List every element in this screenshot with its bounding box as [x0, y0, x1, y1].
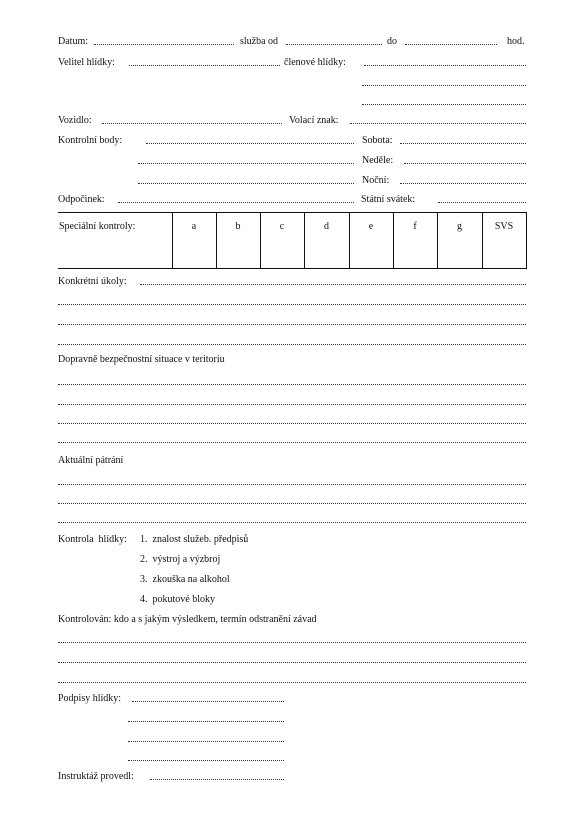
konkretni-ukoly-field-2[interactable]: [58, 304, 526, 305]
podpis-field-1[interactable]: [132, 701, 284, 702]
clenove-field-3[interactable]: [362, 104, 526, 105]
specialni-col-svs[interactable]: SVS: [482, 213, 526, 269]
specialni-col-a[interactable]: a: [172, 213, 216, 269]
patrani-field-3[interactable]: [58, 522, 526, 523]
sluzba-od-label: služba od: [240, 36, 279, 47]
kontrola-item-1: 1. znalost služeb. předpisů: [140, 534, 249, 545]
volaci-field[interactable]: [350, 123, 526, 124]
clenove-label: členové hlídky:: [284, 57, 346, 68]
specialni-col-c[interactable]: c: [260, 213, 304, 269]
kontrolni-body-label: Kontrolní body:: [58, 135, 123, 146]
podpis-field-4[interactable]: [128, 760, 284, 761]
kontrolovan-field-3[interactable]: [58, 682, 526, 683]
statni-svatek-label: Státní svátek:: [361, 194, 416, 205]
nedele-label: Neděle:: [362, 155, 394, 166]
datum-label: Datum:: [58, 36, 88, 47]
dopravne-field-2[interactable]: [58, 404, 526, 405]
statni-svatek-field[interactable]: [438, 202, 526, 203]
sobota-field[interactable]: [400, 143, 526, 144]
odpocinek-label: Odpočinek:: [58, 194, 105, 205]
konkretni-ukoly-label: Konkrétní úkoly:: [58, 276, 127, 287]
podpis-field-2[interactable]: [128, 721, 284, 722]
kontrolni-body-field-2[interactable]: [138, 163, 354, 164]
clenove-field-1[interactable]: [364, 65, 526, 66]
kontrolovan-field-1[interactable]: [58, 642, 526, 643]
sobota-label: Sobota:: [362, 135, 393, 146]
do-label: do: [387, 36, 397, 47]
kontrolni-body-field-3[interactable]: [138, 183, 354, 184]
kontrola-item-3: 3. zkouška na alkohol: [140, 574, 230, 585]
patrani-field-2[interactable]: [58, 503, 526, 504]
konkretni-ukoly-field-3[interactable]: [58, 324, 526, 325]
specialni-kontroly-table: [58, 212, 527, 269]
kontrolovan-label: Kontrolován: kdo a s jakým výsledkem, termín odstranění závad: [58, 614, 317, 625]
specialni-col-g[interactable]: g: [437, 213, 482, 269]
specialni-col-d[interactable]: d: [304, 213, 349, 269]
podpis-field-3[interactable]: [128, 741, 284, 742]
hod-label: hod.: [507, 36, 525, 47]
datum-field[interactable]: [94, 44, 234, 45]
kontrola-item-2: 2. výstroj a výzbroj: [140, 554, 221, 565]
kontrola-hlidky-label: Kontrola hlídky:: [58, 534, 127, 545]
konkretni-ukoly-field-1[interactable]: [140, 284, 526, 285]
dopravne-label: Dopravně bezpečnostní situace v teritoriu: [58, 354, 225, 365]
dopravne-field-1[interactable]: [58, 384, 526, 385]
kontrolni-body-field-1[interactable]: [146, 143, 354, 144]
vozidlo-field[interactable]: [102, 123, 282, 124]
specialni-col-e[interactable]: e: [349, 213, 393, 269]
nedele-field[interactable]: [404, 163, 526, 164]
podpisy-label: Podpisy hlídky:: [58, 693, 122, 704]
specialni-kontroly-label: Speciální kontroly:: [58, 213, 172, 269]
dopravne-field-3[interactable]: [58, 423, 526, 424]
konkretni-ukoly-field-4[interactable]: [58, 344, 526, 345]
do-field[interactable]: [405, 44, 497, 45]
specialni-col-f[interactable]: f: [393, 213, 437, 269]
instruktaz-field[interactable]: [150, 779, 284, 780]
nocni-field[interactable]: [400, 183, 526, 184]
specialni-col-b[interactable]: b: [216, 213, 260, 269]
dopravne-field-4[interactable]: [58, 442, 526, 443]
vozidlo-label: Vozidlo:: [58, 115, 92, 126]
odpocinek-field[interactable]: [118, 202, 354, 203]
kontrola-item-4: 4. pokutové bloky: [140, 594, 215, 605]
velitel-label: Velitel hlídky:: [58, 57, 115, 68]
instruktaz-label: Instruktáž provedl:: [58, 771, 134, 782]
volaci-label: Volací znak:: [289, 115, 339, 126]
nocni-label: Noční:: [362, 175, 390, 186]
velitel-field[interactable]: [129, 65, 280, 66]
sluzba-od-field[interactable]: [286, 44, 382, 45]
kontrolovan-field-2[interactable]: [58, 662, 526, 663]
patrani-field-1[interactable]: [58, 484, 526, 485]
clenove-field-2[interactable]: [362, 85, 526, 86]
patrani-label: Aktuální pátrání: [58, 455, 124, 466]
